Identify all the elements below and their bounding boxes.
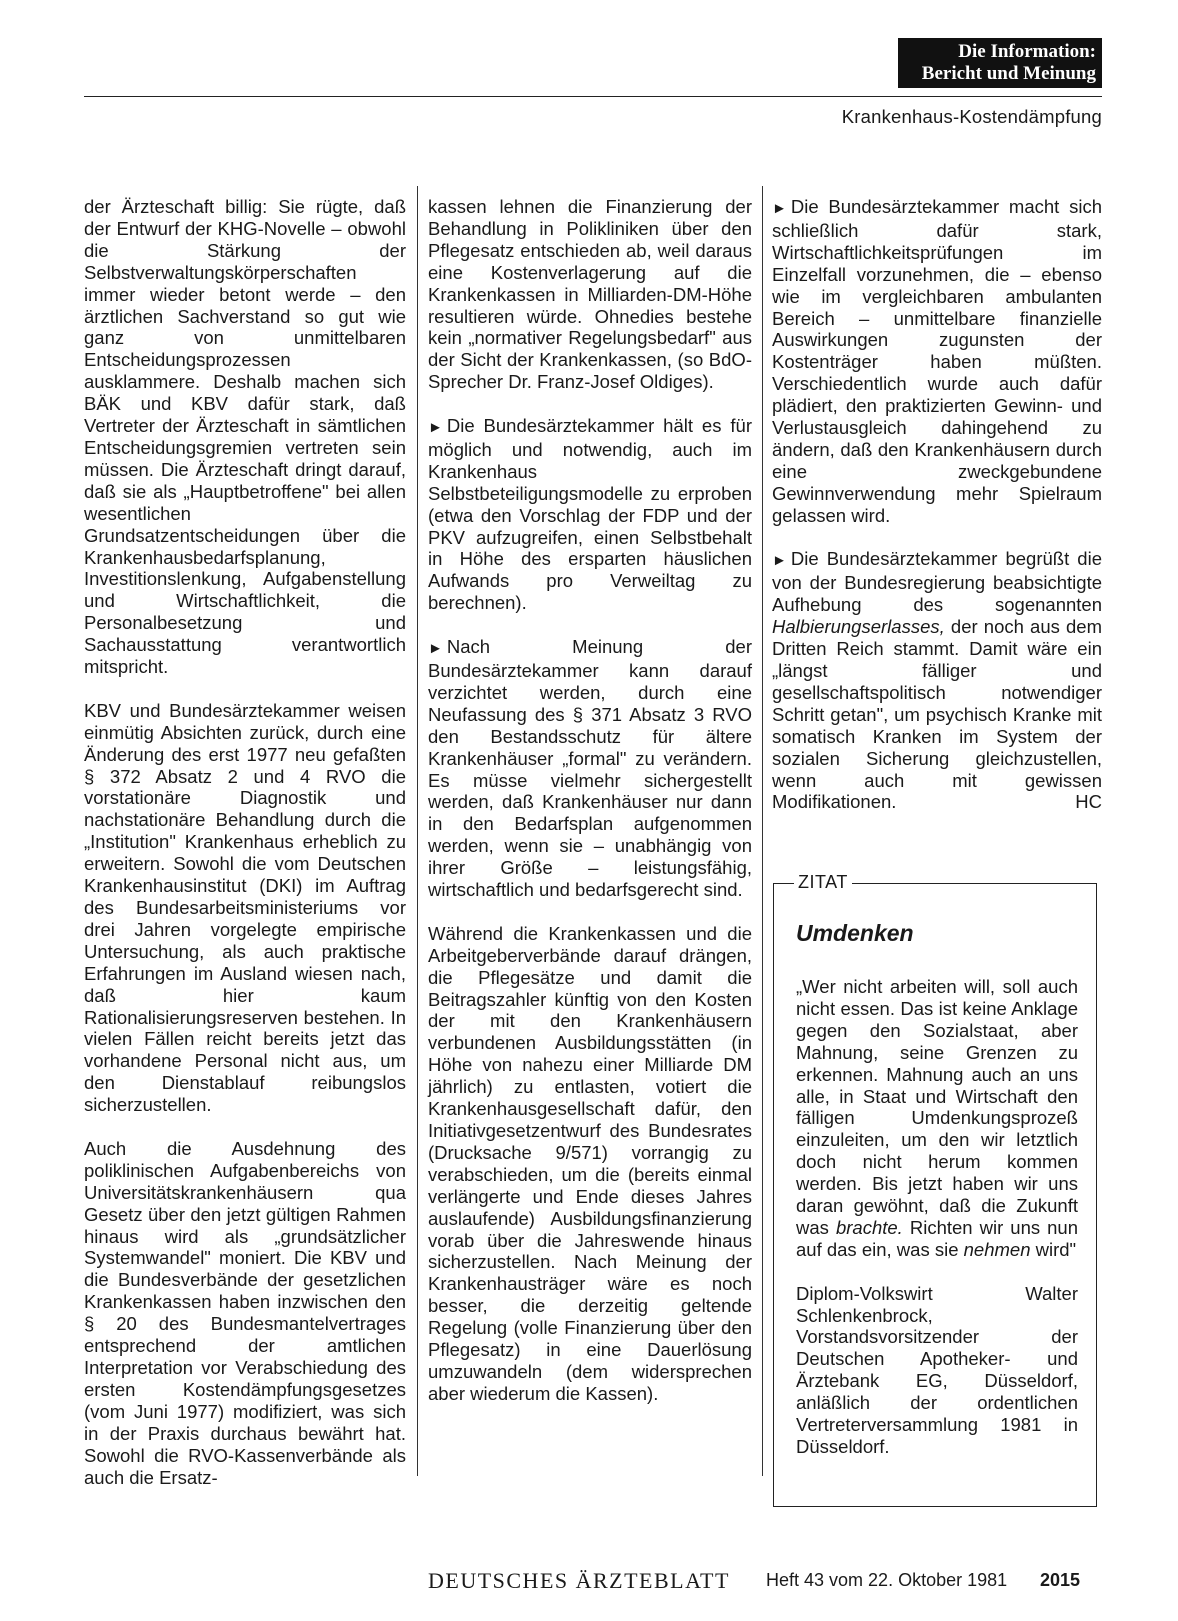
paragraph-text: Nach Meinung der Bundesärztekammer kann darauf verzichtet werden, durch eine Neufassung des § 371 Absatz 3 RVO den Bestandsschutz für ältere Krankenhäuser „formal" zu verändern. Es müsse vielmehr sichergestellt werden, daß Krankenhäuser nur dann in den Bedarfsplan aufgenommen werden, wenn sie – unabhängig von ihrer Größe – leistungsfähig, wirtschaftlich und bedarfsgerecht sind.	[428, 636, 752, 901]
badge-line-1: Die Information:	[958, 41, 1096, 62]
column-divider	[762, 186, 763, 1476]
badge-line-2: Bericht und Meinung	[921, 63, 1096, 84]
page-footer	[0, 1568, 1178, 1598]
arrow-icon: ►	[428, 640, 443, 658]
journal-name: DEUTSCHES ÄRZTEBLATT	[428, 1568, 730, 1593]
paragraph-text: Die Bundesärztekammer begrüßt die von der Bundesregierung beabsichtigte Aufhebung des sogenannten	[772, 548, 1102, 616]
paragraph-text: Die Bundesärztekammer hält es für möglich und notwendig, auch im Krankenhaus Selbstbeteiligungsmodelle zu erproben (etwa den Vorschlag der FDP und der PKV aufzugreifen, einen Selbstbehalt in Höhe des ersparten häuslichen Aufwands pro Verweiltag zu berechnen).	[428, 415, 752, 614]
page-number: 2015	[1040, 1570, 1081, 1590]
emphasis-text: Halbierungserlasses,	[772, 616, 945, 638]
quote-title: Umdenken	[796, 920, 914, 946]
arrow-icon: ►	[772, 552, 787, 570]
quote-label: ZITAT	[794, 872, 852, 893]
paragraph-text: der noch aus dem Dritten Reich stammt. Damit wäre ein „längst fälliger und gesellschaftspolitisch notwendiger Schritt getan", um psychisch Kranke mit somatisch Kranken im System der sozialen Sicherung gleichzustellen, wenn auch mit gewissen Modifikationen.	[772, 616, 1102, 813]
quote-text: „Wer nicht arbeiten will, soll auch nicht essen. Das ist keine Anklage gegen den Sozialstaat, aber Mahnung, seine Grenzen zu erkennen. Mahnung auch an uns alle, in Staat und Wirtschaft den fälligen Umdenkungsprozeß einzuleiten, um den wir letztlich doch nicht herum kommen werden. Bis jetzt haben wir uns daran gewöhnt, daß die Zukunft was brachte. Richten wir uns nun auf das ein, was sie nehmen wird"	[796, 976, 1079, 1260]
author-initials: HC	[1075, 791, 1102, 813]
paragraph: KBV und Bundesärztekammer weisen einmütig Absichten zurück, durch eine Änderung des erst 1977 neu gefaßten § 372 Absatz 2 und 4 RVO die vorstationäre Diagnostik und nachstationäre Behandlung durch die „Institution" Krankenhaus erheblich zu erweitern. Sowohl die vom Deutschen Krankenhausinstitut (DKI) im Auftrag des Bundesarbeitsministeriums vor drei Jahren vorgelegte empirische Untersuchung, als auch praktische Erfahrungen im Ausland wiesen nach, daß hier kaum Rationalisierungsreserven bestehen. In vielen Fällen reicht bereits jetzt das vorhandene Personal nicht aus, um den Dienstablauf reibungslos sicherzustellen.	[84, 699, 406, 1116]
paragraph: Auch die Ausdehnung des poliklinischen Aufgabenbereichs von Universitätskrankenhäusern qua Gesetz über den jetzt gültigen Rahmen hinaus wird als „grundsätzlicher Systemwandel" moniert. Die KBV und die Bundesverbände der gesetzlichen Krankenkassen haben inzwischen den § 20 des Bundesmantelvertrages entsprechend der amtlichen Interpretation vor Verabschiedung des ersten Kostendämpfungsgesetzes (vom Juni 1977) modifiziert, was sich in der Praxis durchaus bewährt hat. Sowohl die RVO-Kassenverbände als auch die Ersatz-	[84, 1137, 406, 1488]
paragraph	[428, 636, 752, 901]
quote-attribution: Diplom-Volkswirt Walter Schlenkenbrock, Vorstandsvorsitzender der Deutschen Apotheker- und Ärztebank EG, Düsseldorf, anläßlich der ordentlichen Vertreterversammlung 1981 in Düsseldorf.	[796, 1282, 1078, 1458]
article-column-1	[84, 196, 406, 1510]
paragraph: Während die Krankenkassen und die Arbeitgeberverbände darauf drängen, die Pflegesätze und damit die Beitragszahler künftig von den Kosten der mit den Krankenhäusern verbundenen Ausbildungsstätten (in Höhe von nahezu einer Milliarde DM jährlich) zu entlasten, votiert die Krankenhausgesellschaft dafür, den Initiativgesetzentwurf des Bundesrates (Drucksache 9/571) vorrangig zu verabschieden, um die (bereits einmal verlängerte und Ende dieses Jahres auslaufende) Ausbildungsfinanzierung vorab über die Jahreswende hinaus sicherzustellen. Nach Meinung der Krankenhausträger wäre es noch besser, die derzeitig geltende Regelung (volle Finanzierung über den Pflegesatz) in eine Dauerlösung umzuwandeln (dem widersprechen aber wiederum die Kassen).	[428, 922, 752, 1404]
arrow-icon: ►	[428, 419, 443, 437]
arrow-icon: ►	[772, 200, 787, 217]
issue-info: Heft 43 vom 22. Oktober 1981	[766, 1570, 1008, 1590]
paragraph-text: Die Bundesärztekammer macht sich schließlich dafür stark, Wirtschaftlichkeitsprüfungen im Einzelfall vorzunehmen, die – ebenso wie im vergleichbaren ambulanten Bereich – unmittelbare finanzielle Auswirkungen zugunsten der Kostenträger haben müßten. Verschiedentlich wurde auch dafür plädiert, den praktizierten Gewinn- und Verlustausgleich dahingehend zu ändern, daß den Krankenhäusern durch eine zweckgebundene Gewinnverwendung mehr Spielraum gelassen wird.	[772, 196, 1102, 526]
section-badge	[898, 38, 1102, 88]
paragraph	[772, 548, 1102, 813]
paragraph	[428, 415, 752, 614]
header-rule	[84, 96, 1102, 97]
paragraph: kassen lehnen die Finanzierung der Behandlung in Polikliniken über den Pflegesatz entschieden ab, weil daraus eine Kostenverlagerung auf die Krankenkassen in Milliarden-DM-Höhe resultieren würde. Ohnedies bestehe kein „normativer Regelungsbedarf" aus der Sicht der Krankenkassen, (so BdO-Sprecher Dr. Franz-Josef Oldiges).	[428, 196, 752, 393]
quote-body	[796, 976, 1078, 1480]
paragraph: der Ärzteschaft billig: Sie rügte, daß der Entwurf der KHG-Novelle – obwohl die Stärkung der Selbstverwaltungskörperschaften immer wieder betont werde – den ärztlichen Sachverstand so gut wie ganz von unmittelbaren Entscheidungsprozessen ausklammere. Deshalb machen sich BÄK und KBV dafür stark, daß Vertreter der Ärzteschaft in sämtlichen Entscheidungsgremien vertreten sein müssen. Die Ärzteschaft dringt darauf, daß sie als „Hauptbetroffene" bei allen wesentlichen Grundsatzentscheidungen über die Krankenhausbedarfsplanung, Investitionslenkung, Aufgabenstellung und Wirtschaftlichkeit, die Personalbesetzung und Sachausstattung verantwortlich mitspricht.	[84, 196, 406, 678]
article-column-2	[428, 196, 752, 1427]
section-title: Krankenhaus-Kostendämpfung	[841, 106, 1102, 127]
quote-box	[773, 872, 1097, 1507]
paragraph	[772, 196, 1102, 527]
column-divider	[417, 186, 418, 1476]
article-column-3	[772, 196, 1102, 813]
